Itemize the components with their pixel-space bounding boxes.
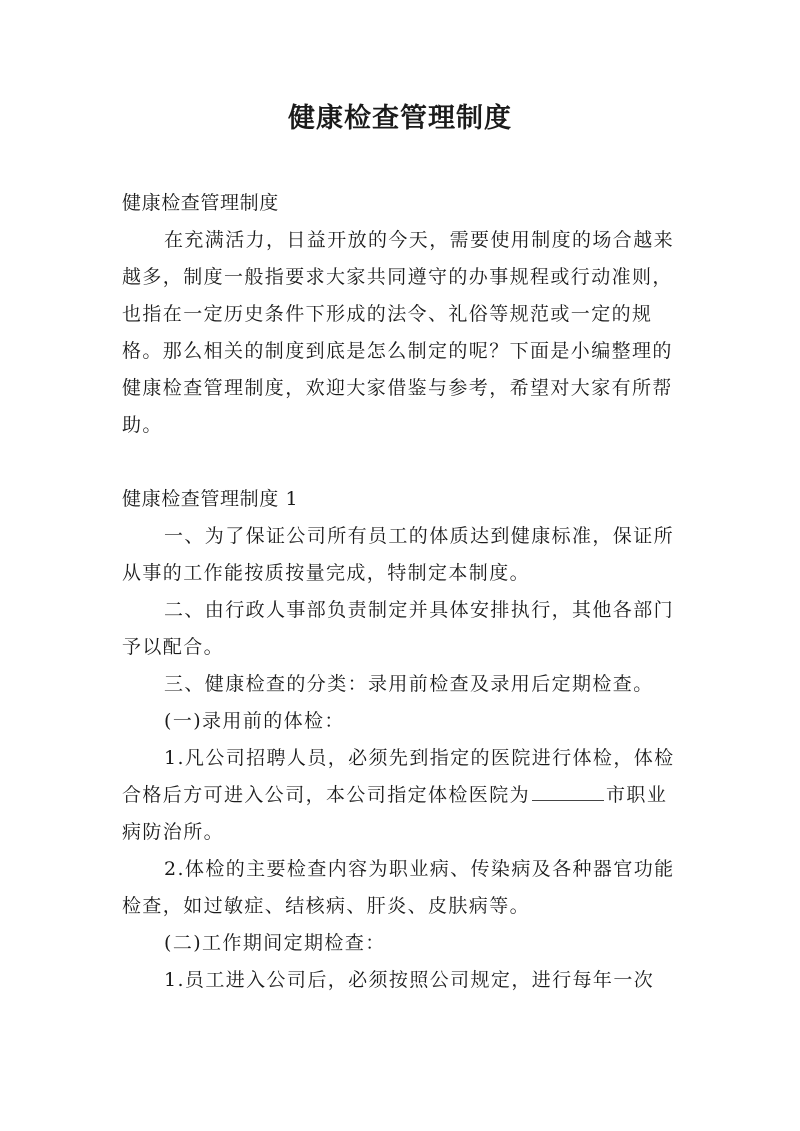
section-heading: 健康检查管理制度 1	[122, 488, 299, 510]
fill-in-blank	[532, 781, 604, 801]
subsection-2-heading: (二)工作期间定期检查：	[164, 932, 386, 954]
subsection-1-item-1-text-end: 市职业病防治所。	[122, 784, 668, 843]
subsection-1-item-1-text: 1.凡公司招聘人员，必须先到指定的医院进行体检，体检合格后方可进入公司，本公司指定体检医院为	[122, 747, 675, 806]
intro-heading: 健康检查管理制度	[122, 192, 279, 214]
subsection-2-item-1: 1.员工进入公司后，必须按照公司规定，进行每年一次	[164, 969, 655, 991]
clause-1: 一、为了保证公司所有员工的体质达到健康标准，保证所从事的工作能按质按量完成，特制定本制度。	[122, 525, 675, 584]
document-body	[122, 185, 682, 999]
document-title: 健康检查管理制度	[288, 103, 512, 134]
intro-paragraph: 在充满活力，日益开放的今天，需要使用制度的场合越来越多，制度一般指要求大家共同遵守的办事规程或行动准则，也指在一定历史条件下形成的法令、礼俗等规范或一定的规格。那么相关的制度到底是怎么制定的呢？下面是小编整理的健康检查管理制度，欢迎大家借鉴与参考，希望对大家有所帮助。	[122, 229, 675, 436]
subsection-1-item-1	[122, 740, 682, 851]
clause-2: 二、由行政人事部负责制定并具体安排执行，其他各部门予以配合。	[122, 599, 675, 658]
subsection-1-item-2: 2.体检的主要检查内容为职业病、传染病及各种器官功能检查，如过敏症、结核病、肝炎、皮肤病等。	[122, 858, 675, 917]
subsection-1-heading: (一)录用前的体检：	[164, 710, 345, 732]
paragraph-spacer	[122, 444, 682, 481]
clause-3: 三、健康检查的分类：录用前检查及录用后定期检查。	[164, 673, 654, 695]
